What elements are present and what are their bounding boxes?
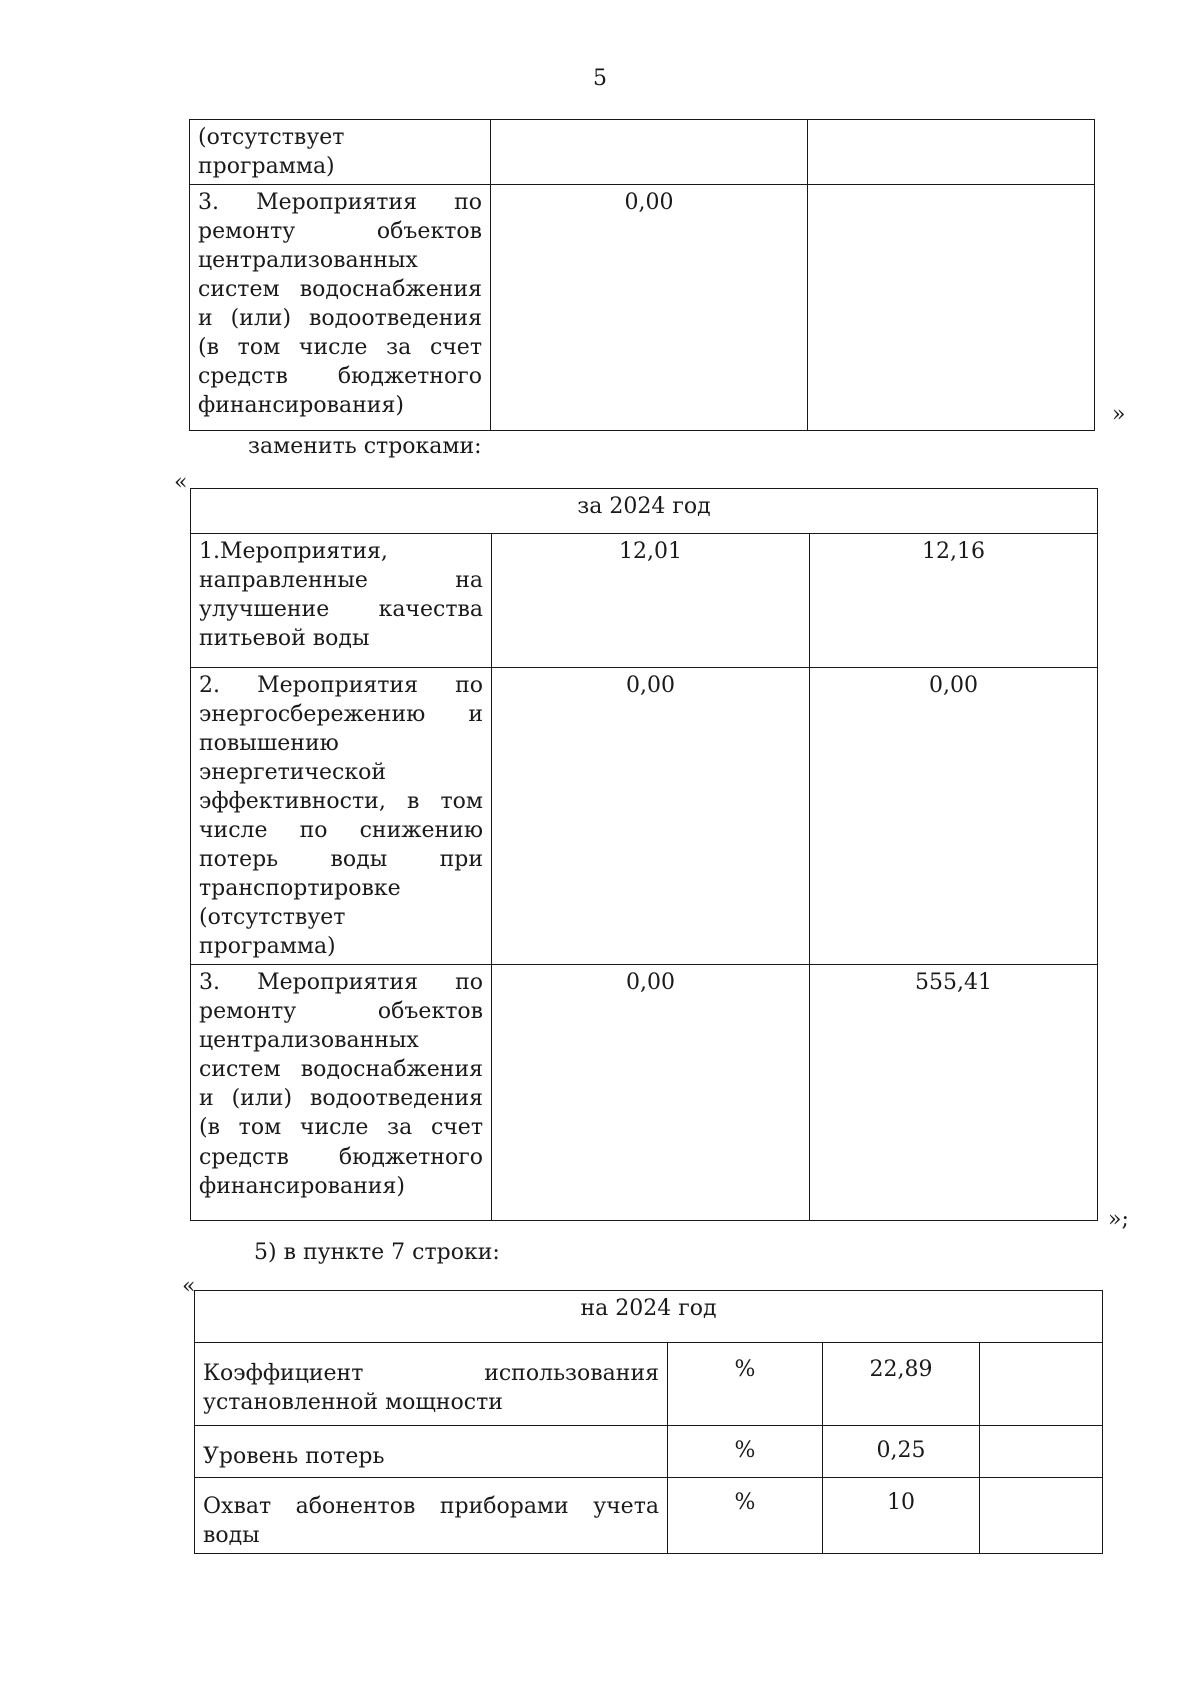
table-row bbox=[195, 1291, 1103, 1343]
closing-quote: »; bbox=[1108, 1207, 1129, 1232]
value-cell: 0,00 bbox=[810, 668, 1098, 965]
table-row bbox=[191, 489, 1098, 534]
value-cell: 555,41 bbox=[810, 965, 1098, 1221]
year-header: за 2024 год bbox=[191, 489, 1098, 534]
row-label: 1.Мероприятия, направленные на улучшение качества питьевой воды bbox=[191, 534, 492, 668]
value-cell: 0,00 bbox=[491, 185, 808, 431]
old-rows-table bbox=[189, 119, 1095, 431]
row-label: Уровень потерь bbox=[195, 1426, 668, 1478]
value-cell: 0,00 bbox=[492, 668, 810, 965]
unit-cell: % bbox=[668, 1343, 823, 1426]
closing-quote: » bbox=[1112, 402, 1126, 427]
table-row bbox=[191, 965, 1098, 1221]
indicators-table bbox=[194, 1290, 1103, 1554]
replace-instruction: заменить строками: bbox=[248, 434, 482, 459]
table-row bbox=[195, 1478, 1103, 1554]
opening-quote: « bbox=[174, 470, 188, 495]
table-row bbox=[191, 668, 1098, 965]
unit-cell: % bbox=[668, 1426, 823, 1478]
row-label: 3. Мероприятия по ремонту объектов централизованных систем водоснабжения и (или) водоотведения (в том числе за счет средств бюджетного финансирования) bbox=[190, 185, 491, 431]
row-label: Охват абонентов приборами учета воды bbox=[195, 1478, 668, 1554]
opening-quote: « bbox=[182, 1274, 196, 1299]
table-row bbox=[190, 120, 1095, 185]
row-label: (отсутствует программа) bbox=[190, 120, 491, 185]
row-label: 3. Мероприятия по ремонту объектов централизованных систем водоснабжения и (или) водоотведения (в том числе за счет средств бюджетного финансирования) bbox=[191, 965, 492, 1221]
page-number: 5 bbox=[593, 66, 607, 91]
year-header: на 2024 год bbox=[195, 1291, 1103, 1343]
value-cell: 0,25 bbox=[823, 1426, 980, 1478]
value-cell bbox=[980, 1343, 1103, 1426]
value-cell bbox=[808, 120, 1095, 185]
table-row bbox=[191, 534, 1098, 668]
value-cell: 12,16 bbox=[810, 534, 1098, 668]
point-instruction: 5) в пункте 7 строки: bbox=[254, 1240, 500, 1265]
row-label: Коэффициент использования установленной мощности bbox=[195, 1343, 668, 1426]
value-cell bbox=[808, 185, 1095, 431]
new-rows-table bbox=[190, 488, 1098, 1221]
value-cell: 0,00 bbox=[492, 965, 810, 1221]
table-row bbox=[195, 1343, 1103, 1426]
unit-cell: % bbox=[668, 1478, 823, 1554]
value-cell: 10 bbox=[823, 1478, 980, 1554]
value-cell bbox=[491, 120, 808, 185]
row-label: 2. Мероприятия по энергосбережению и повышению энергетической эффективности, в том числе по снижению потерь воды при транспортировке (отсутствует программа) bbox=[191, 668, 492, 965]
value-cell bbox=[980, 1478, 1103, 1554]
value-cell: 12,01 bbox=[492, 534, 810, 668]
table-row bbox=[195, 1426, 1103, 1478]
table-row bbox=[190, 185, 1095, 431]
value-cell bbox=[980, 1426, 1103, 1478]
value-cell: 22,89 bbox=[823, 1343, 980, 1426]
